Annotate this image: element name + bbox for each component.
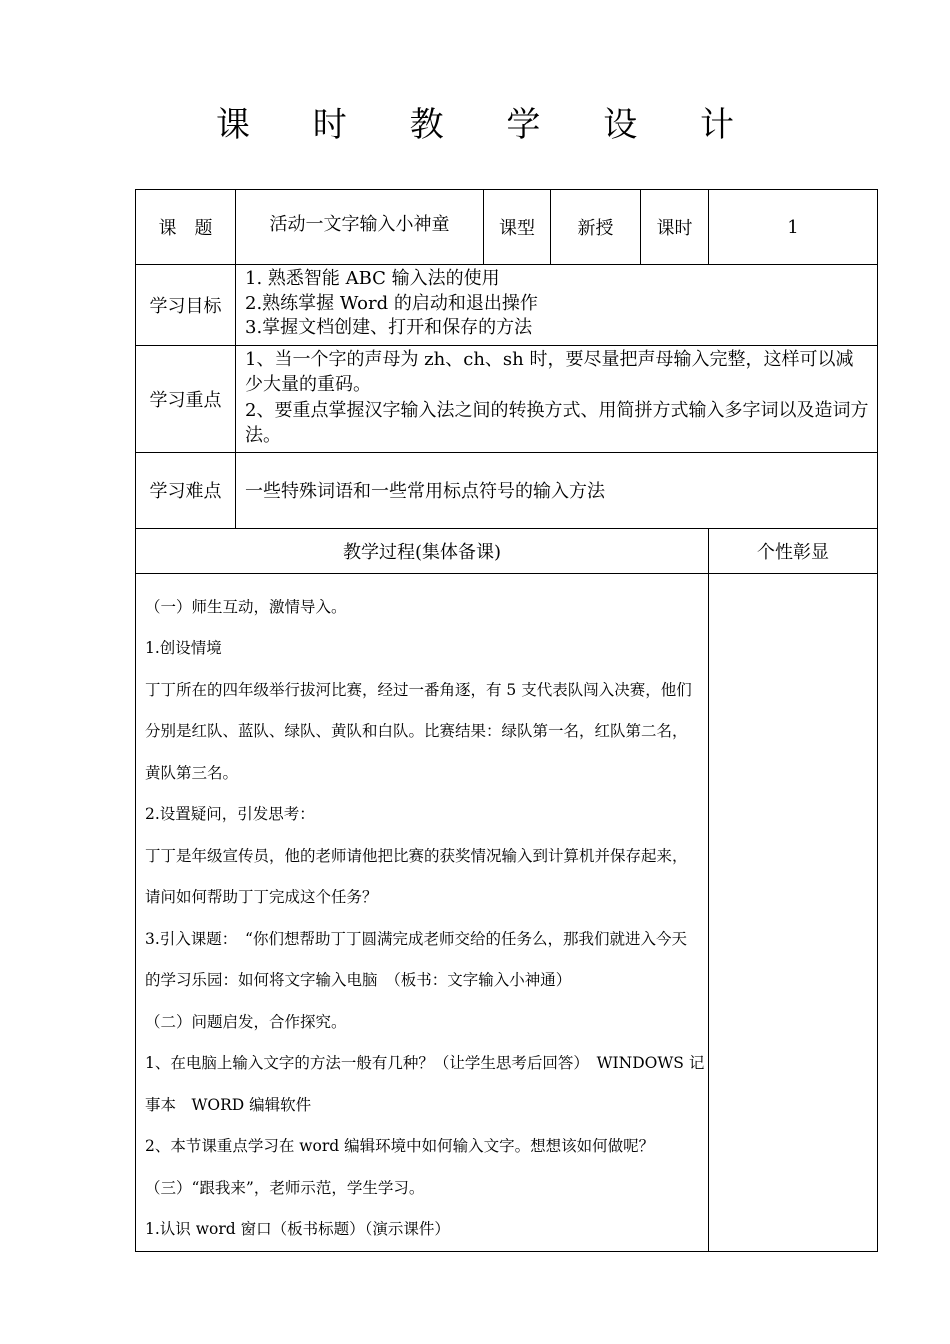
page-title: 课 时 教 学 设 计	[215, 105, 761, 145]
topic-value: 活动一文字输入小神童	[236, 190, 484, 265]
difficulties-content: 一些特殊词语和一些常用标点符号的输入方法	[236, 452, 878, 528]
process-line: 的学习乐园：如何将文字输入电脑 （板书：文字输入小神通）	[145, 971, 572, 989]
header-row	[136, 190, 878, 265]
hours-label: 课时	[641, 190, 709, 265]
type-label: 课型	[484, 190, 551, 265]
objectives-label: 学习目标	[136, 265, 236, 346]
process-line: 1.认识 word 窗口（板书标题）（演示课件）	[145, 1220, 450, 1238]
process-line: 3.引入课题： “你们想帮助丁丁圆满完成老师交给的任务么，那我们就进入今天	[145, 929, 687, 948]
process-header: 教学过程(集体备课)	[136, 528, 709, 573]
type-value: 新授	[551, 190, 641, 265]
personal-content	[709, 573, 878, 1251]
topic-label: 课 题	[136, 190, 236, 265]
personal-header: 个性彰显	[709, 528, 878, 573]
key-points-label: 学习重点	[136, 345, 236, 452]
key-point-item: 1、当一个字的声母为 zh、ch、sh 时，要尽量把声母输入完整，这样可以减少大量的重码。	[245, 348, 854, 395]
difficulties-label: 学习难点	[136, 452, 236, 528]
objective-item: 1. 熟悉智能 ABC 输入法的使用	[245, 268, 500, 289]
key-point-item: 2、要重点掌握汉字输入法之间的转换方式、用简拼方式输入多字词以及造词方法。	[245, 399, 869, 446]
process-line: 事本 WORD 编辑软件	[145, 1095, 312, 1114]
hours-value: 1	[709, 190, 878, 265]
objectives-row	[136, 265, 878, 346]
lesson-plan-table	[135, 189, 878, 1252]
process-content	[136, 573, 709, 1251]
process-line: （三）“跟我来”，老师示范，学生学习。	[145, 1178, 425, 1197]
key-points-content	[236, 345, 878, 452]
process-line: 1、在电脑上输入文字的方法一般有几种？（让学生思考后回答） WINDOWS 记	[145, 1054, 705, 1072]
process-line: 请问如何帮助丁丁完成这个任务？	[145, 888, 378, 906]
process-line: （二）问题启发，合作探究。	[145, 1012, 347, 1031]
difficulties-row	[136, 452, 878, 528]
process-line: （一）师生互动，激情导入。	[145, 597, 347, 616]
process-header-row	[136, 528, 878, 573]
objectives-content	[236, 265, 878, 346]
process-row	[136, 573, 878, 1251]
process-line: 丁丁是年级宣传员，他的老师请他把比赛的获奖情况输入到计算机并保存起来，	[145, 846, 688, 865]
process-line: 丁丁所在的四年级举行拔河比赛，经过一番角逐，有 5 支代表队闯入决赛，他们	[145, 680, 692, 699]
process-line: 黄队第三名。	[145, 763, 239, 782]
key-points-row	[136, 345, 878, 452]
process-line: 1.创设情境	[145, 639, 222, 657]
process-line: 2、本节课重点学习在 word 编辑环境中如何输入文字。想想该如何做呢？	[145, 1137, 655, 1155]
process-line: 2.设置疑问，引发思考：	[145, 805, 315, 823]
objective-item: 2.熟练掌握 Word 的启动和退出操作	[245, 292, 538, 314]
objective-item: 3.掌握文档创建、打开和保存的方法	[245, 317, 533, 338]
process-line: 分别是红队、蓝队、绿队、黄队和白队。比赛结果：绿队第一名，红队第二名，	[145, 722, 688, 740]
